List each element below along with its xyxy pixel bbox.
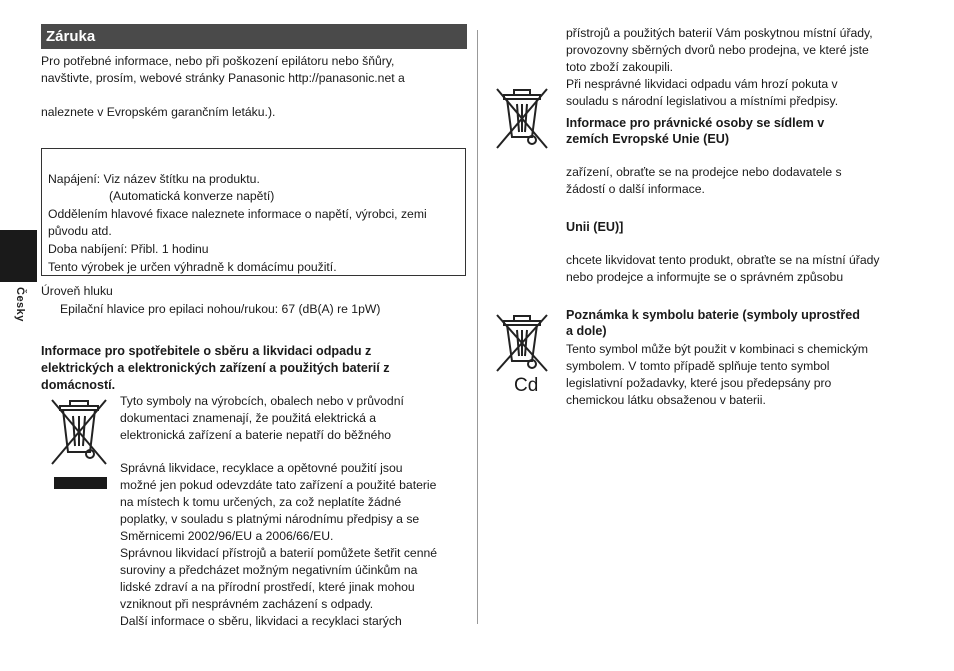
disposal-heading-line-1: Informace pro spotřebitele o sběru a likvidaci odpadu z <box>41 344 372 358</box>
cadmium-symbol: Cd <box>514 375 539 396</box>
outside-eu-heading: Unii (EU)] <box>566 220 624 234</box>
noise-label: Úroveň hluku <box>41 284 113 298</box>
battery-heading-line-2: a dole) <box>566 324 607 338</box>
disposal-p2-line-6: Správnou likvidací přístrojů a baterií pomůžete šetřit cenné <box>120 546 438 560</box>
warranty-line-3: naleznete v Evropském garančním letáku.). <box>41 105 276 119</box>
disposal-p2-line-9: vzniknout při nesprávném zacházení s odpady. <box>120 597 374 611</box>
business-heading-line-1: Informace pro právnické osoby se sídlem v <box>566 116 825 130</box>
outside-eu-text-line-2: nebo prodejce a informujte se o správném způsobu <box>566 270 844 284</box>
disposal-p2-line-1: Správná likvidace, recyklace a opětovné použití jsou <box>120 461 403 475</box>
crossed-out-wheelie-bin-icon <box>492 313 552 375</box>
disposal-p2-line-2: možné jen pokud odevzdáte tato zařízení a použité baterie <box>120 478 437 492</box>
disposal-p1-line-1: Tyto symboly na výrobcích, obalech nebo v průvodní <box>120 394 404 408</box>
crossed-out-wheelie-bin-icon <box>492 86 552 152</box>
battery-text-line-3: legislativní požadavky, které jsou předepsány pro <box>566 376 832 390</box>
disposal-p2-line-4: poplatky, v souladu s platnými národnímu předpisy a se <box>120 512 420 526</box>
section-title: Záruka <box>46 28 96 45</box>
disposal-p2-line-7: suroviny a předcházet možným negativním účinkům na <box>120 563 418 577</box>
language-tab-marker <box>0 230 37 282</box>
separate-collection-bar <box>54 477 107 489</box>
business-text-line-2: žádostí o další informace. <box>566 182 705 196</box>
warranty-line-1: Pro potřebné informace, nebo při poškození epilátoru nebo šňůry, <box>41 54 395 68</box>
disposal-p2-line-8: lidské zdraví a na přírodní prostředí, které jinak mohou <box>120 580 415 594</box>
battery-heading-line-1: Poznámka k symbolu baterie (symboly uprostřed <box>566 308 860 322</box>
warranty-line-2: navštivte, prosím, webové stránky Panasonic http://panasonic.net a <box>41 71 405 85</box>
language-tab-label: Česky <box>14 287 26 322</box>
spec-charging-time: Doba nabíjení: Přibl. 1 hodinu <box>48 242 209 256</box>
spec-origin: původu atd. <box>48 224 112 238</box>
disposal-heading-line-2: elektrických a elektronických zařízení a použitých baterií z <box>41 361 390 375</box>
spec-power: Napájení: Viz název štítku na produktu. <box>48 172 260 186</box>
right-p1-line-2: provozovny sběrných dvorů nebo prodejna, ve které jste <box>566 43 869 57</box>
battery-text-line-1: Tento symbol může být použit v kombinaci s chemickým <box>566 342 869 356</box>
right-p1-line-4: Při nesprávné likvidaci odpadu vám hrozí pokuta v <box>566 77 838 91</box>
disposal-heading-line-3: domácností. <box>41 378 116 392</box>
spec-home-use: Tento výrobek je určen výhradně k domácímu použití. <box>48 260 337 274</box>
battery-text-line-2: symbolem. V tomto případě splňuje tento symbol <box>566 359 830 373</box>
spec-head-info: Oddělením hlavové fixace naleznete informace o napětí, výrobci, zemi <box>48 207 427 221</box>
disposal-p2-line-10: Další informace o sběru, likvidaci a recyklaci starých <box>120 614 402 628</box>
section-header-warranty <box>41 24 467 49</box>
disposal-p1-line-2: dokumentaci znamenají, že použitá elektrická a <box>120 411 377 425</box>
crossed-out-wheelie-bin-icon <box>46 396 112 468</box>
business-text-line-1: zařízení, obraťte se na prodejce nebo dodavatele s <box>566 165 842 179</box>
right-p1-line-3: toto zboží zakoupili. <box>566 60 674 74</box>
spec-auto-voltage: (Automatická konverze napětí) <box>109 189 275 203</box>
disposal-p2-line-5: Směrnicemi 2002/96/EU a 2006/66/EU. <box>120 529 334 543</box>
right-p1-line-1: přístrojů a použitých baterií Vám poskytnou místní úřady, <box>566 26 873 40</box>
noise-value: Epilační hlavice pro epilaci nohou/rukou: 67 (dB(A) re 1pW) <box>60 302 381 316</box>
outside-eu-text-line-1: chcete likvidovat tento produkt, obraťte se na místní úřady <box>566 253 880 267</box>
battery-text-line-4: chemickou látku obsaženou v baterii. <box>566 393 766 407</box>
column-divider <box>477 30 478 624</box>
right-p1-line-5: souladu s národní legislativou a místními předpisy. <box>566 94 839 108</box>
disposal-p1-line-3: elektronická zařízení a baterie nepatří do běžného <box>120 428 392 442</box>
business-heading-line-2: zemích Evropské Unie (EU) <box>566 132 730 146</box>
disposal-p2-line-3: na místech k tomu určených, za což neplatíte žádné <box>120 495 402 509</box>
